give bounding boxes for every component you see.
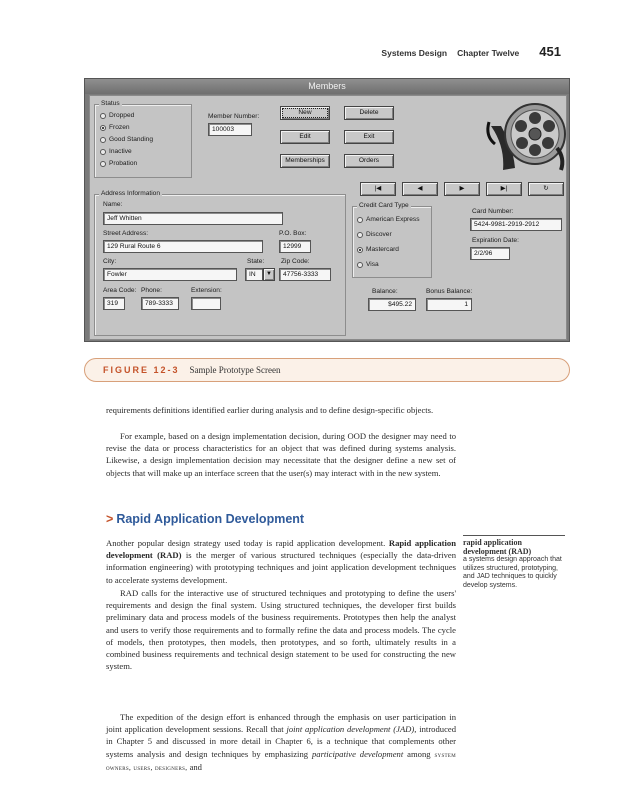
phone-field[interactable]: 789-3333 [141, 297, 179, 310]
header-section: Systems Design [381, 48, 448, 58]
chevron-icon: > [106, 512, 114, 526]
page-number: 451 [539, 44, 561, 59]
figure-label: FIGURE 12-3 [103, 365, 180, 375]
next-record-button[interactable]: ▶ [444, 182, 480, 196]
street-field[interactable]: 129 Rural Route 6 [103, 240, 263, 253]
balance-field[interactable]: $495.22 [368, 298, 416, 311]
state-label: State: [247, 258, 265, 265]
members-window [89, 95, 567, 340]
paragraph-continuation: requirements definitions identified earlier during analysis and to define design-specific objects. [106, 405, 434, 415]
credit-card-group [352, 202, 432, 278]
delete-button[interactable]: Delete [344, 106, 394, 120]
status-option-probation[interactable]: Probation [100, 160, 137, 167]
exit-button[interactable]: Exit [344, 130, 394, 144]
card-number-field[interactable]: 5424-9981-2919-2912 [470, 218, 562, 231]
area-code-field[interactable]: 319 [103, 297, 125, 310]
last-record-button[interactable]: ▶| [486, 182, 522, 196]
card-option-visa[interactable]: Visa [357, 261, 379, 268]
phone-label: Phone: [141, 287, 162, 294]
glossary-term: rapid application development (RAD) [463, 538, 532, 556]
running-header [381, 44, 561, 59]
card-number-label: Card Number: [472, 208, 514, 215]
prototype-screenshot [84, 78, 570, 342]
member-number-label: Member Number: [208, 113, 260, 120]
status-legend: Status [101, 100, 120, 107]
refresh-button[interactable]: ↻ [528, 182, 564, 196]
status-option-good-standing[interactable]: Good Standing [100, 136, 153, 143]
term-stakeholders: system owners, users, designers, [106, 749, 456, 772]
radio-icon [100, 149, 106, 155]
city-label: City: [103, 258, 117, 265]
extension-field[interactable] [191, 297, 221, 310]
term-jad: joint application development (JAD) [286, 724, 415, 735]
status-option-dropped[interactable]: Dropped [100, 112, 134, 119]
figure-caption [84, 358, 570, 382]
margin-divider [463, 535, 565, 536]
extension-label: Extension: [191, 287, 222, 294]
bonus-balance-field[interactable]: 1 [426, 298, 472, 311]
pobox-label: P.O. Box: [279, 230, 307, 237]
margin-glossary-note [463, 539, 567, 591]
first-record-button[interactable]: |◀ [360, 182, 396, 196]
city-field[interactable]: Fowler [103, 268, 237, 281]
card-option-mastercard[interactable]: Mastercard [357, 246, 399, 253]
paragraph-ood-example: For example, based on a design implementation decision, during OOD the designer may need to revise the data or process characteristics for an object that was defined during systems analysis. Likewise, a design implementation decision may necessitate that the designer define a new set of objects that will make up an interface screen that the user(s) may interact with in the new system. [106, 431, 456, 478]
status-group [94, 100, 192, 178]
status-option-inactive[interactable]: Inactive [100, 148, 132, 155]
radio-icon [357, 217, 363, 223]
area-code-label: Area Code: [103, 287, 137, 294]
address-group [94, 190, 346, 336]
name-label: Name: [103, 201, 123, 208]
key-term-rad: Rapid application development (RAD) [106, 538, 456, 561]
name-field[interactable]: Jeff Whitten [103, 212, 283, 225]
expiration-field[interactable]: 2/2/96 [470, 247, 510, 260]
paragraph-jad: The expedition of the design effort is enhanced through the emphasis on user participation in joint application development sessions. Recall that joint application development (JAD), introduced in Chapter 5 and discussed in more detail in Chapter 6, is a technique that complements other systems analysis and design techniques by emphasizing participative development among system owners, users, designers, and [106, 712, 456, 772]
radio-icon [100, 161, 106, 167]
radio-icon [100, 137, 106, 143]
state-dropdown-icon[interactable]: ▼ [263, 268, 275, 281]
paragraph-rad-definition: Another popular design strategy used today is rapid application development. Rapid application development (RAD) is the merger of various structured techniques (especially the data-driven information engineering) with prototyping techniques and joint application development techniques to accelerate systems development. [106, 538, 456, 585]
zip-field[interactable]: 47756-3333 [279, 268, 331, 281]
header-chapter: Chapter Twelve [457, 48, 520, 58]
card-option-american-express[interactable]: American Express [357, 216, 420, 223]
section-title: Rapid Application Development [116, 512, 305, 526]
radio-icon [100, 113, 106, 119]
bonus-balance-label: Bonus Balance: [426, 288, 473, 295]
card-option-discover[interactable]: Discover [357, 231, 392, 238]
expiration-label: Expiration Date: [472, 237, 519, 244]
term-participative-development: participative development [311, 748, 404, 759]
credit-card-legend: Credit Card Type [359, 202, 409, 209]
film-reel-icon [485, 96, 569, 180]
previous-record-button[interactable]: ◀ [402, 182, 438, 196]
street-label: Street Address: [103, 230, 149, 237]
pobox-field[interactable]: 12999 [279, 240, 311, 253]
radio-selected-icon [100, 125, 106, 131]
balance-label: Balance: [372, 288, 398, 295]
memberships-button[interactable]: Memberships [280, 154, 330, 168]
figure-title: Sample Prototype Screen [189, 365, 281, 375]
member-number-field[interactable]: 100003 [208, 123, 252, 136]
zip-label: Zip Code: [281, 258, 310, 265]
status-option-frozen[interactable]: Frozen [100, 124, 130, 131]
radio-icon [357, 232, 363, 238]
window-title: Members [85, 79, 569, 94]
section-heading [106, 512, 304, 526]
orders-button[interactable]: Orders [344, 154, 394, 168]
radio-icon [357, 262, 363, 268]
edit-button[interactable]: Edit [280, 130, 330, 144]
paragraph-rad-process: RAD calls for the interactive use of structured techniques and prototyping to define the users' requirements and design the final system. Using structured techniques, the developer first builds preliminary data and process models of the business requirements. Prototypes then help the analyst and users to verify those requirements and to formally refine the data and process models. The cycle of models, then prototypes, then models, then prototypes, and so forth, ultimately results in a combined business requirements and technical design statement to be used for constructing the new system. [106, 588, 456, 672]
new-button[interactable]: New [280, 106, 330, 120]
glossary-definition: a systems design approach that utilizes structured, prototyping, and JAD techniques to quickly develop systems. [463, 556, 562, 589]
state-field[interactable]: IN [245, 268, 263, 281]
address-legend: Address Information [101, 190, 161, 197]
radio-selected-icon [357, 247, 363, 253]
